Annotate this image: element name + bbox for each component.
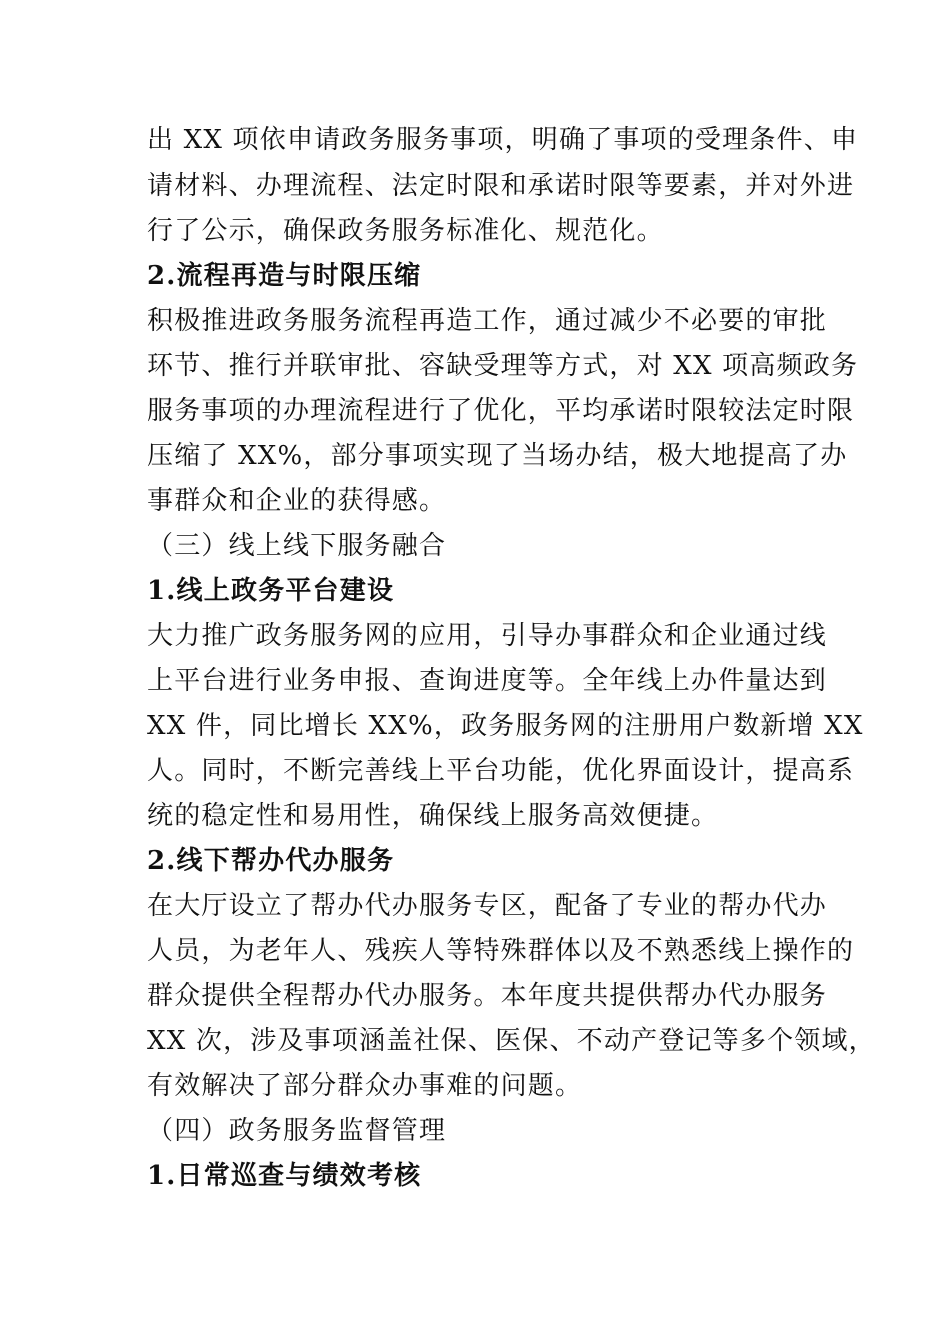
para-line: 请材料、办理流程、法定时限和承诺时限等要素，并对外进 [147,171,855,201]
para-line: 压缩了 XX%，部分事项实现了当场办结，极大地提高了办 [147,441,848,471]
para-line: XX 件，同比增长 XX%，政务服务网的注册用户数新增 XX [147,711,864,741]
section-heading-supervision: （四）政务服务监督管理 [147,1116,447,1146]
para-line: 有效解决了部分群众办事难的问题。 [147,1071,583,1101]
para-line: 人员，为老年人、残疾人等特殊群体以及不熟悉线上操作的 [147,936,855,966]
para-line: 出 XX 项依申请政务服务事项，明确了事项的受理条件、申 [147,125,859,155]
para-line: 事群众和企业的获得感。 [147,486,447,516]
para-line: 大力推广政务服务网的应用，引导办事群众和企业通过线 [147,621,828,651]
para-line: XX 次，涉及事项涵盖社保、医保、不动产登记等多个领域， [147,1026,876,1056]
para-line: 统的稳定性和易用性，确保线上服务高效便捷。 [147,801,719,831]
subheading-process-reengineering: 2.流程再造与时限压缩 [147,261,422,291]
para-line: 群众提供全程帮办代办服务。本年度共提供帮办代办服务 [147,981,828,1011]
section-heading-online-offline: （三）线上线下服务融合 [147,531,447,561]
para-line: 上平台进行业务申报、查询进度等。全年线上办件量达到 [147,666,828,696]
para-line: 在大厅设立了帮办代办服务专区，配备了专业的帮办代办 [147,891,828,921]
subheading-offline-assistance: 2.线下帮办代办服务 [147,846,395,876]
para-line: 服务事项的办理流程进行了优化，平均承诺时限较法定时限 [147,396,855,426]
para-line: 积极推进政务服务流程再造工作，通过减少不必要的审批 [147,306,828,336]
para-line: 行了公示，确保政务服务标准化、规范化。 [147,216,664,246]
subheading-online-platform: 1.线上政务平台建设 [147,576,395,606]
para-line: 环节、推行并联审批、容缺受理等方式，对 XX 项高频政务 [147,351,859,381]
subheading-inspection-assessment: 1.日常巡查与绩效考核 [147,1161,422,1191]
para-line: 人。同时，不断完善线上平台功能，优化界面设计，提高系 [147,756,855,786]
